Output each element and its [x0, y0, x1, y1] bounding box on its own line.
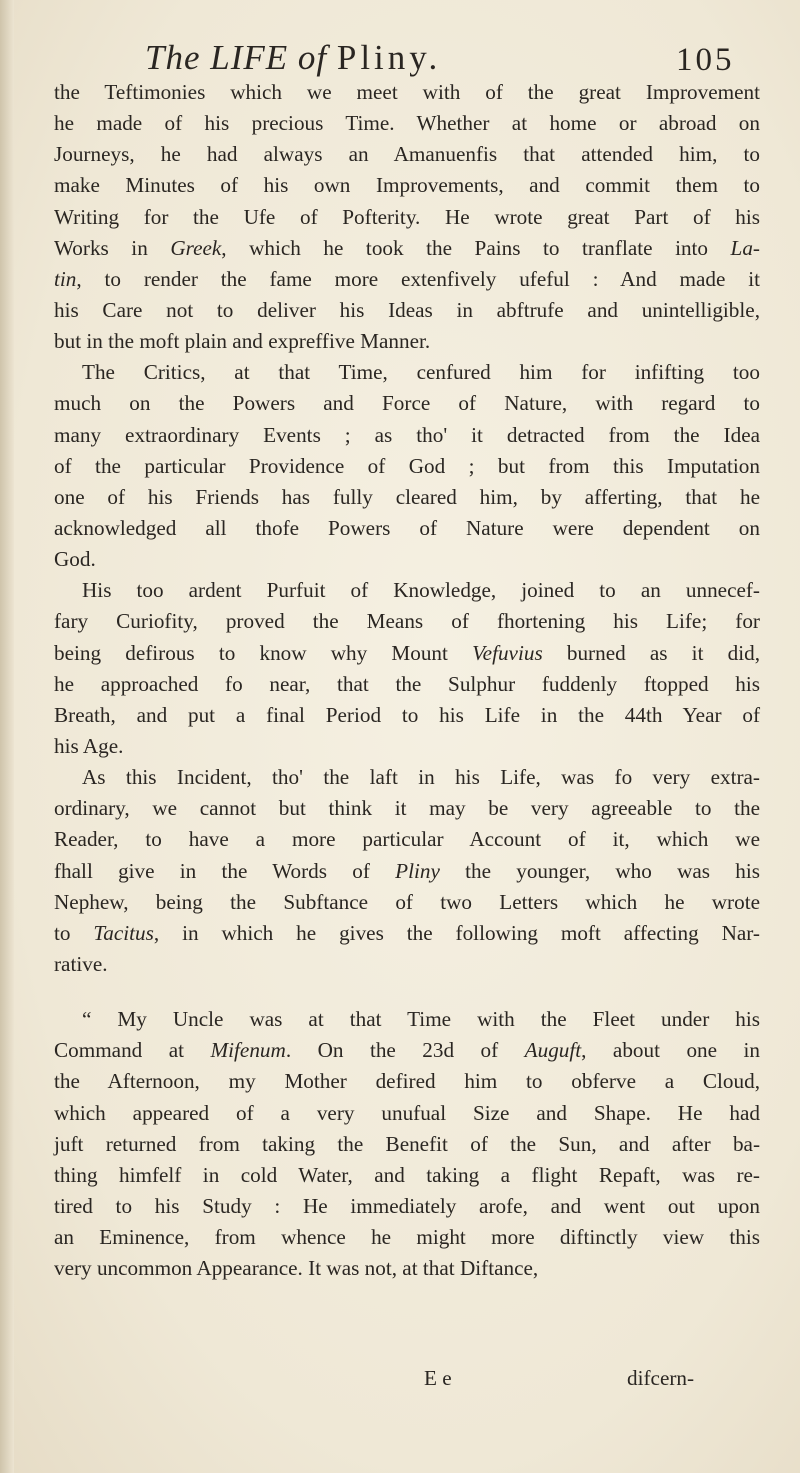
text-line: God.: [54, 547, 96, 572]
text-line: he approached fo near, that the Sulphur fuddenly ftopped his: [54, 671, 760, 696]
page-gutter: [0, 0, 14, 1473]
page-number: 105: [676, 42, 735, 78]
text-line: juft returned from taking the Benefit of the Sun, and after ba-: [54, 1131, 760, 1156]
text-line: “ My Uncle was at that Time with the Fleet under his: [82, 1007, 760, 1032]
paragraph: [54, 357, 760, 575]
text-line: the Teftimonies which we meet with of the great Improvement: [54, 80, 760, 104]
text-line: Writing for the Ufe of Pofterity. He wrote great Part of his: [54, 204, 760, 229]
text-line: of the particular Providence of God ; but from this Imputation: [54, 453, 760, 478]
body-text: [54, 77, 760, 1284]
text-line: rative.: [54, 951, 108, 976]
text-line: As this Incident, tho' the laft in his Life, was fo very extra-: [82, 765, 760, 790]
text-line: Breath, and put a final Period to his Life in the 44th Year of: [54, 702, 760, 727]
text-line: one of his Friends has fully cleared him, by afferting, that he: [54, 484, 760, 509]
text-line: the Afternoon, my Mother defired him to obferve a Cloud,: [54, 1069, 760, 1094]
paragraph: [54, 77, 760, 357]
text-line: his Age.: [54, 733, 124, 758]
text-line: but in the moft plain and expreffive Manner.: [54, 329, 431, 354]
text-line: Works in Greek, which he took the Pains to tranflate into La-: [54, 235, 760, 260]
text-line: very uncommon Appearance. It was not, at that Diftance,: [54, 1256, 539, 1281]
catchword: difcern-: [627, 1366, 695, 1390]
text-line: The Critics, at that Time, cenfured him for infifting too: [82, 360, 760, 385]
text-line: fary Curiofity, proved the Means of fhortening his Life; for: [54, 609, 760, 634]
text-line: his Care not to deliver his Ideas in abftrufe and unintelligible,: [54, 297, 760, 322]
text-line: Reader, to have a more particular Account of it, which we: [54, 827, 760, 852]
paragraph: [54, 1004, 760, 1284]
text-line: tin, to render the fame more extenfively ufeful : And made it: [54, 266, 760, 291]
text-line: to Tacitus, in which he gives the following moft affecting Nar-: [54, 920, 760, 945]
text-line: ordinary, we cannot but think it may be very agreeable to the: [54, 796, 760, 821]
running-head-title-name: Pliny.: [336, 38, 442, 77]
signature-mark: E e: [424, 1366, 452, 1390]
paragraph: [54, 762, 760, 980]
text-line: an Eminence, from whence he might more diftinctly view this: [54, 1225, 760, 1250]
running-head-title: [145, 38, 441, 78]
text-line: which appeared of a very unufual Size and Shape. He had: [54, 1100, 760, 1125]
text-line: His too ardent Purfuit of Knowledge, joined to an unnecef-: [82, 578, 760, 603]
text-line: much on the Powers and Force of Nature, with regard to: [54, 391, 760, 416]
text-line: make Minutes of his own Improvements, and commit them to: [54, 173, 760, 198]
text-line: Nephew, being the Subftance of two Letters which he wrote: [54, 889, 760, 914]
text-line: tired to his Study : He immediately arofe, and went out upon: [54, 1193, 760, 1218]
paragraph: [54, 575, 760, 762]
text-line: fhall give in the Words of Pliny the younger, who was his: [54, 858, 760, 883]
text-line: being defirous to know why Mount Vefuvius burned as it did,: [54, 640, 760, 665]
section-gap: [54, 980, 760, 1004]
running-head-title-italic: The LIFE of: [145, 38, 337, 77]
text-line: Command at Mifenum. On the 23d of Auguft, about one in: [54, 1038, 760, 1063]
text-line: Journeys, he had always an Amanuenfis that attended him, to: [54, 142, 760, 167]
text-line: thing himfelf in cold Water, and taking a flight Repaft, was re-: [54, 1162, 760, 1187]
text-line: he made of his precious Time. Whether at home or abroad on: [54, 111, 760, 136]
text-line: many extraordinary Events ; as tho' it detracted from the Idea: [54, 422, 760, 447]
text-line: acknowledged all thofe Powers of Nature were dependent on: [54, 515, 760, 540]
